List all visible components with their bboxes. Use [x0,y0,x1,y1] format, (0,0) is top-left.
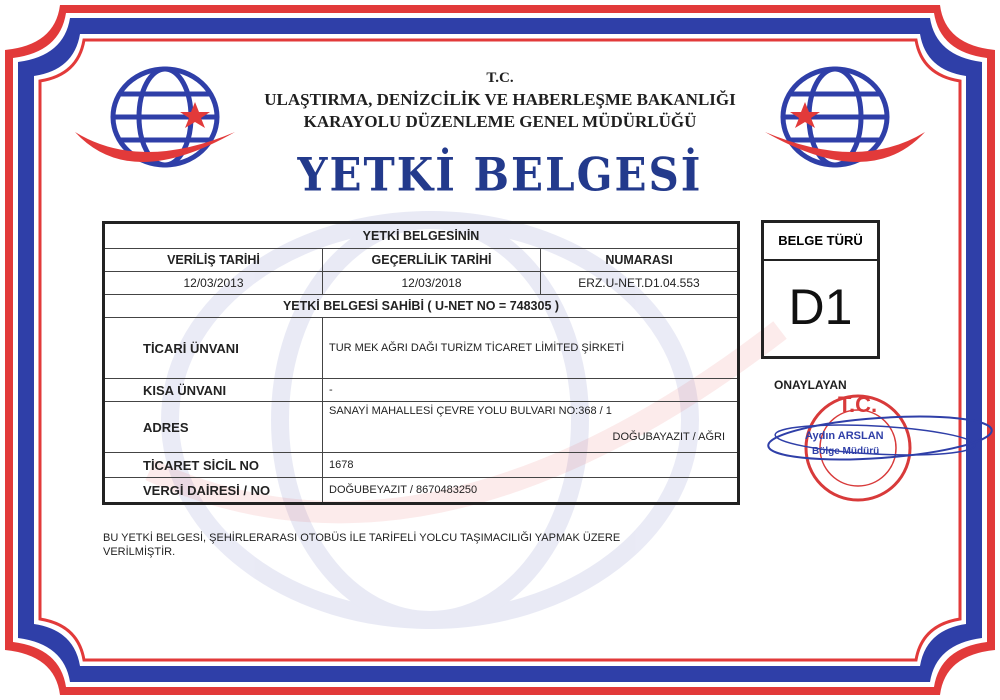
address-line-1: SANAYİ MAHALLESİ ÇEVRE YOLU BULVARI NO:368 / 1 [329,405,612,417]
country-label: T.C. [486,70,514,86]
directorate-name: KARAYOLU DÜZENLEME GENEL MÜDÜRLÜĞÜ [303,112,697,131]
certificate-type-code: D1 [788,279,853,335]
short-name-label: KISA ÜNVANI [104,379,323,402]
certificate-type-label: BELGE TÜRÜ [764,223,877,261]
address-label: ADRES [104,402,323,453]
signature-name: Aydın ARSLAN [805,430,884,442]
short-name-value: - [323,379,739,402]
certificate-table [102,221,740,505]
ministry-name: ULAŞTIRMA, DENİZCİLİK VE HABERLEŞME BAKANLIĞI [264,90,736,109]
certificate-number-value: ERZ.U-NET.D1.04.553 [541,272,739,295]
tax-label: VERGİ DAİRESİ / NO [104,478,323,504]
trade-name-label: TİCARİ ÜNVANI [104,318,323,379]
column-header-validity-date: GEÇERLİLİK TARİHİ [323,249,541,272]
section-title: YETKİ BELGESİNİN [104,223,739,249]
footnote-line-2: VERİLMİŞTİR. [103,546,176,558]
official-stamp [765,388,1000,508]
certificate-type-box [761,220,880,359]
trade-name-value: TUR MEK AĞRI DAĞI TURİZM TİCARET LİMİTED ŞİRKETİ [323,318,739,379]
registry-value: 1678 [323,453,739,478]
registry-label: TİCARET SİCİL NO [104,453,323,478]
address-line-2: DOĞUBAYAZIT / AĞRI [612,431,725,443]
column-header-issue-date: VERİLİŞ TARİHİ [104,249,323,272]
address-value [323,402,739,453]
stamp-text: T.C. [838,392,878,417]
signature-title: Bölge Müdürü [812,446,880,457]
footnote-line-1: BU YETKİ BELGESİ, ŞEHİRLERARASI OTOBÜS İLE TARİFELİ YOLCU TAŞIMACILIĞI YAPMAK ÜZERE [103,532,621,544]
issue-date-value: 12/03/2013 [104,272,323,295]
column-header-number: NUMARASI [541,249,739,272]
tax-value: DOĞUBEYAZIT / 8670483250 [323,478,739,504]
holder-title: YETKİ BELGESİ SAHİBİ ( U-NET NO = 748305 ) [104,295,739,318]
document-title: YETKİ BELGESİ [297,147,703,202]
validity-date-value: 12/03/2018 [323,272,541,295]
approval-label: ONAYLAYAN [774,378,847,392]
